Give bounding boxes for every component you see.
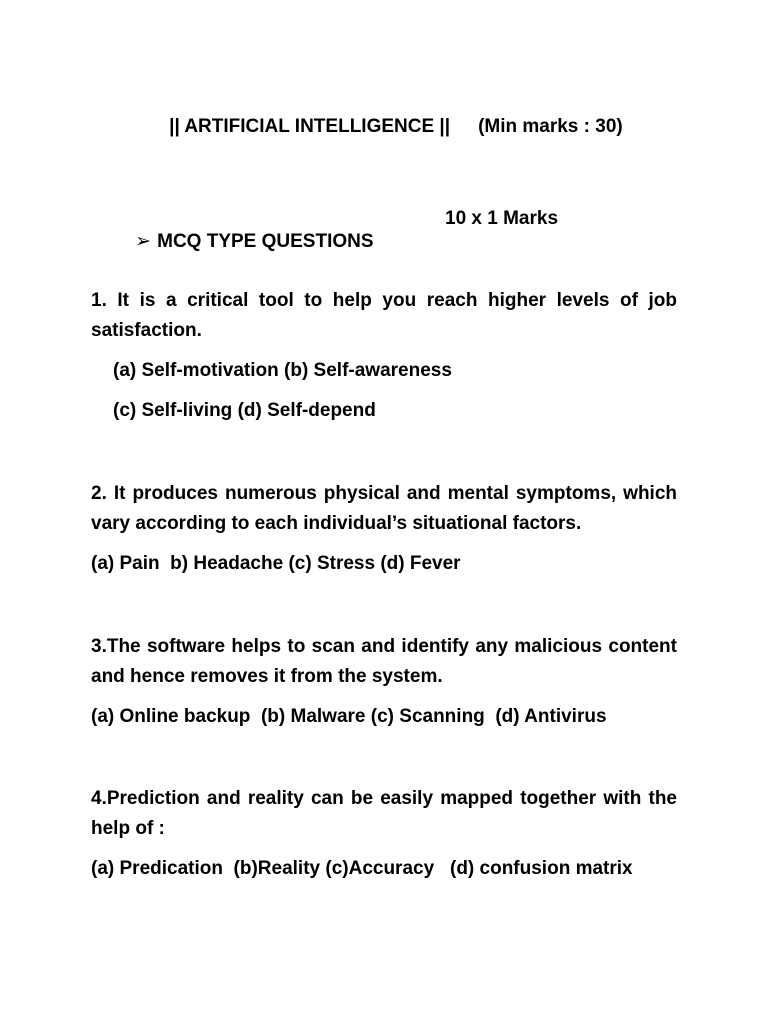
min-marks-label: (Min marks : 30): [478, 116, 623, 137]
question-option-line: (a) Online backup (b) Malware (c) Scanning (d) Antivirus: [91, 706, 607, 727]
question-option-line: (a) Predication (b)Reality (c)Accuracy (d) confusion matrix: [91, 858, 633, 879]
page-title-row: [148, 94, 623, 160]
section-heading: [114, 208, 559, 297]
question-text: 3.The software helps to scan and identify any malicious content and hence removes it from the system.: [91, 636, 677, 687]
question-text: 2. It produces numerous physical and mental symptoms, which vary according to each individual’s situational factors.: [91, 483, 704, 534]
question-option-line: (a) Self-motivation (b) Self-awareness: [113, 360, 452, 381]
section-label: MCQ TYPE QUESTIONS: [157, 231, 374, 252]
question-option-line: (c) Self-living (d) Self-depend: [113, 400, 376, 421]
question-4: [91, 784, 677, 884]
section-marks-label: 10 x 1 Marks: [445, 208, 559, 229]
question-1: [91, 286, 677, 426]
question-text: 4.Prediction and reality can be easily mapped together with the help of :: [91, 788, 677, 839]
question-option-line: (a) Pain b) Headache (c) Stress (d) Fever: [91, 553, 461, 574]
question-3: [91, 632, 677, 732]
question-2: [91, 479, 704, 579]
page-title: || ARTIFICIAL INTELLIGENCE ||: [169, 116, 451, 137]
question-text: 1. It is a critical tool to help you reach higher levels of job satisfaction.: [91, 290, 677, 341]
arrow-bullet-icon: ➢: [135, 231, 152, 252]
